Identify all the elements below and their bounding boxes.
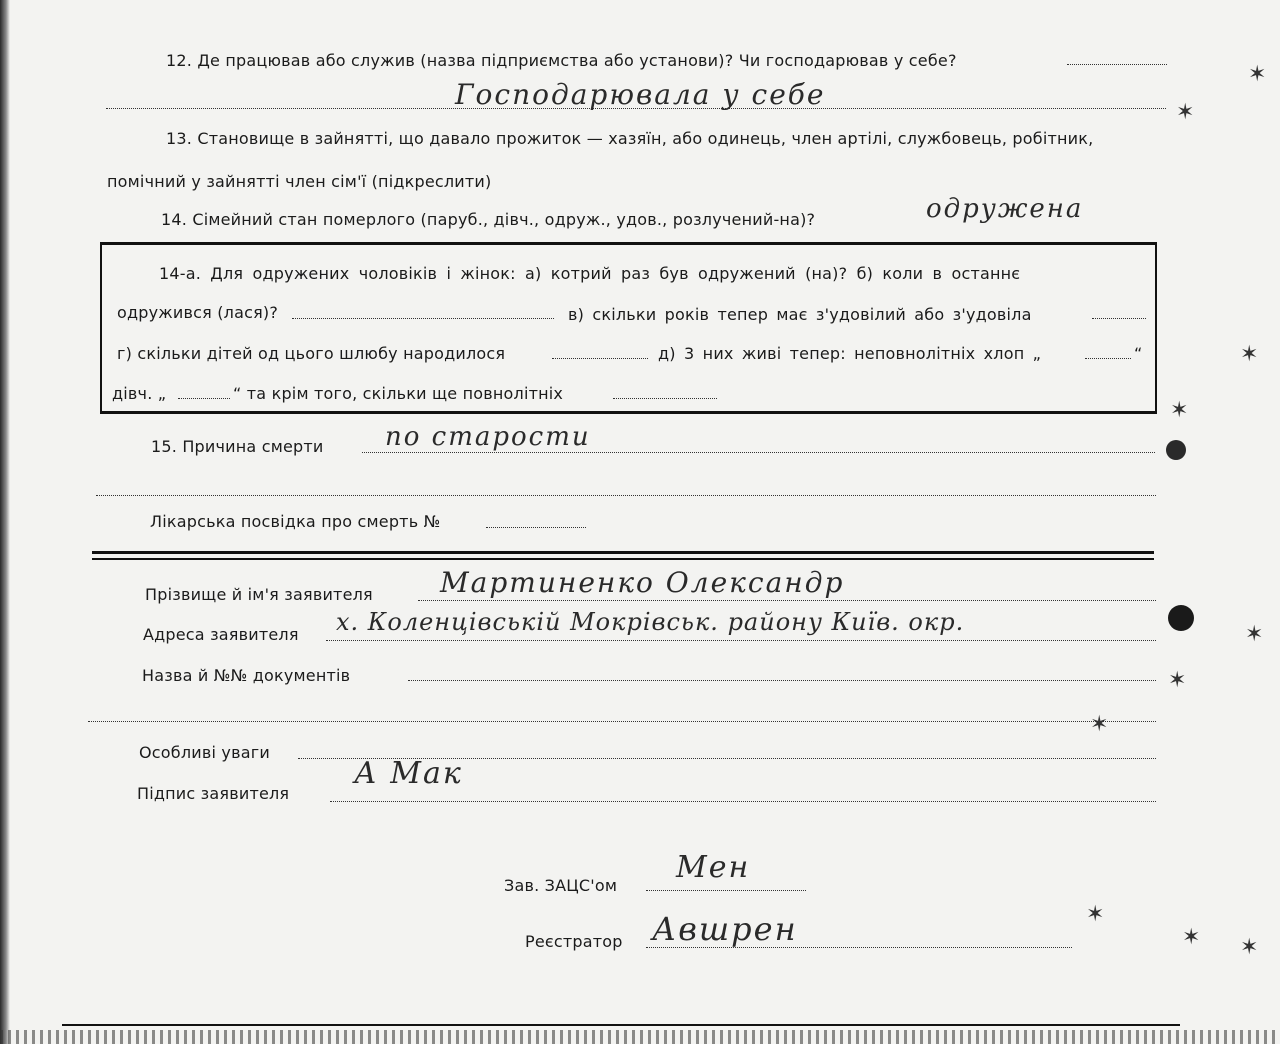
- registry-head-signature-line: [646, 890, 806, 891]
- q12-line-end: [1067, 64, 1167, 65]
- q14-answer-handwriting: одружена: [926, 194, 1084, 224]
- paper-tear-icon: ✶: [1168, 668, 1187, 693]
- applicant-address-handwriting: х. Коленцівській Мокрівськ. району Київ. окр.: [336, 608, 965, 636]
- applicant-signature-line: [330, 801, 1156, 802]
- q14a-line2a: одружився (лася)?: [117, 303, 279, 322]
- q15-label: 15. Причина смерти: [151, 437, 324, 456]
- special-notes-label: Особливі уваги: [139, 743, 270, 762]
- applicant-documents-line-2: [88, 721, 1156, 722]
- bottom-rule: [62, 1024, 1180, 1026]
- q14a-line3a: г) скільки дітей од цього шлюбу народилося: [117, 344, 506, 363]
- paper-tear-icon: ✶: [1245, 622, 1264, 647]
- scan-left-edge: [0, 0, 10, 1044]
- q14a-line3b-blank: [1085, 358, 1131, 359]
- applicant-address-label: Адреса заявителя: [143, 625, 299, 644]
- registry-head-label: Зав. ЗАЦС'ом: [504, 876, 618, 895]
- paper-tear-icon: ✶: [1176, 100, 1195, 125]
- q14a-line4b-blank: [613, 398, 717, 399]
- q14a-line3a-blank: [552, 358, 648, 359]
- paper-tear-icon: ✶: [1086, 902, 1105, 927]
- medical-certificate-label: Лікарська посвідка про смерть №: [150, 512, 441, 531]
- q12-label: 12. Де працював або служив (назва підприємства або установи)? Чи господарював у себе?: [166, 51, 957, 70]
- q14a-line3b: д) 3 них живі тепер: неповнолітніх хлоп „: [658, 344, 1042, 363]
- q14a-line1: 14-а. Для одружених чоловіків і жінок: а) котрий раз був одружений (на)? б) коли в останнє: [159, 264, 1021, 283]
- applicant-documents-line: [408, 680, 1156, 681]
- next-page-strip: [0, 1030, 1280, 1044]
- paper-tear-icon: ✶: [1182, 925, 1201, 950]
- binding-hole-icon: [1166, 440, 1186, 460]
- medical-certificate-blank: [486, 527, 586, 528]
- registrar-label: Реєстратор: [525, 932, 623, 951]
- q14a-line4a: дівч. „: [112, 384, 167, 403]
- q14-label: 14. Сімейний стан померлого (паруб., дівч., одруж., удов., розлучений-на)?: [161, 210, 816, 229]
- registry-head-signature: Мен: [676, 850, 751, 885]
- applicant-address-line: [326, 640, 1156, 641]
- paper-tear-icon: ✶: [1170, 398, 1189, 423]
- paper-tear-icon: ✶: [1248, 62, 1267, 87]
- paper-tear-icon: ✶: [1240, 342, 1259, 367]
- applicant-name-label: Прізвище й ім'я заявителя: [145, 585, 373, 604]
- section-divider-top: [92, 551, 1154, 554]
- q13-label-line1: 13. Становище в зайнятті, що давало прожиток — хазяїн, або одинець, член артілі, службовець, робітник,: [166, 129, 1094, 148]
- q12-answer-handwriting: Господарювала у себе: [455, 78, 826, 111]
- q15-answer-line: [362, 452, 1155, 453]
- q15-answer-handwriting: по старости: [385, 422, 591, 452]
- q14a-line4b: “ та крім того, скільки ще повнолітніх: [233, 384, 564, 403]
- q14a-line2b-blank: [1092, 318, 1146, 319]
- q14a-line2a-blank: [292, 318, 554, 319]
- section-divider-bottom: [92, 558, 1154, 560]
- q14a-line2b: в) скільки років тепер має з'удовілий або з'удовіла: [568, 305, 1032, 324]
- q14a-line4a-blank: [178, 398, 230, 399]
- paper-tear-icon: ✶: [1240, 935, 1259, 960]
- q14a-line3c: “: [1134, 344, 1143, 363]
- q15-continuation-line: [96, 495, 1156, 496]
- registrar-signature: Авшрен: [652, 910, 798, 948]
- applicant-signature-handwriting: А Мак: [354, 756, 463, 791]
- binding-hole-icon: [1168, 605, 1194, 631]
- q13-label-line2: помічний у зайнятті член сім'ї (підкреслити): [107, 172, 492, 191]
- applicant-name-handwriting: Мартиненко Олександр: [440, 566, 845, 599]
- applicant-name-line: [418, 600, 1156, 601]
- applicant-signature-label: Підпис заявителя: [137, 784, 290, 803]
- paper-tear-icon: ✶: [1090, 712, 1109, 737]
- applicant-documents-label: Назва й №№ документів: [142, 666, 351, 685]
